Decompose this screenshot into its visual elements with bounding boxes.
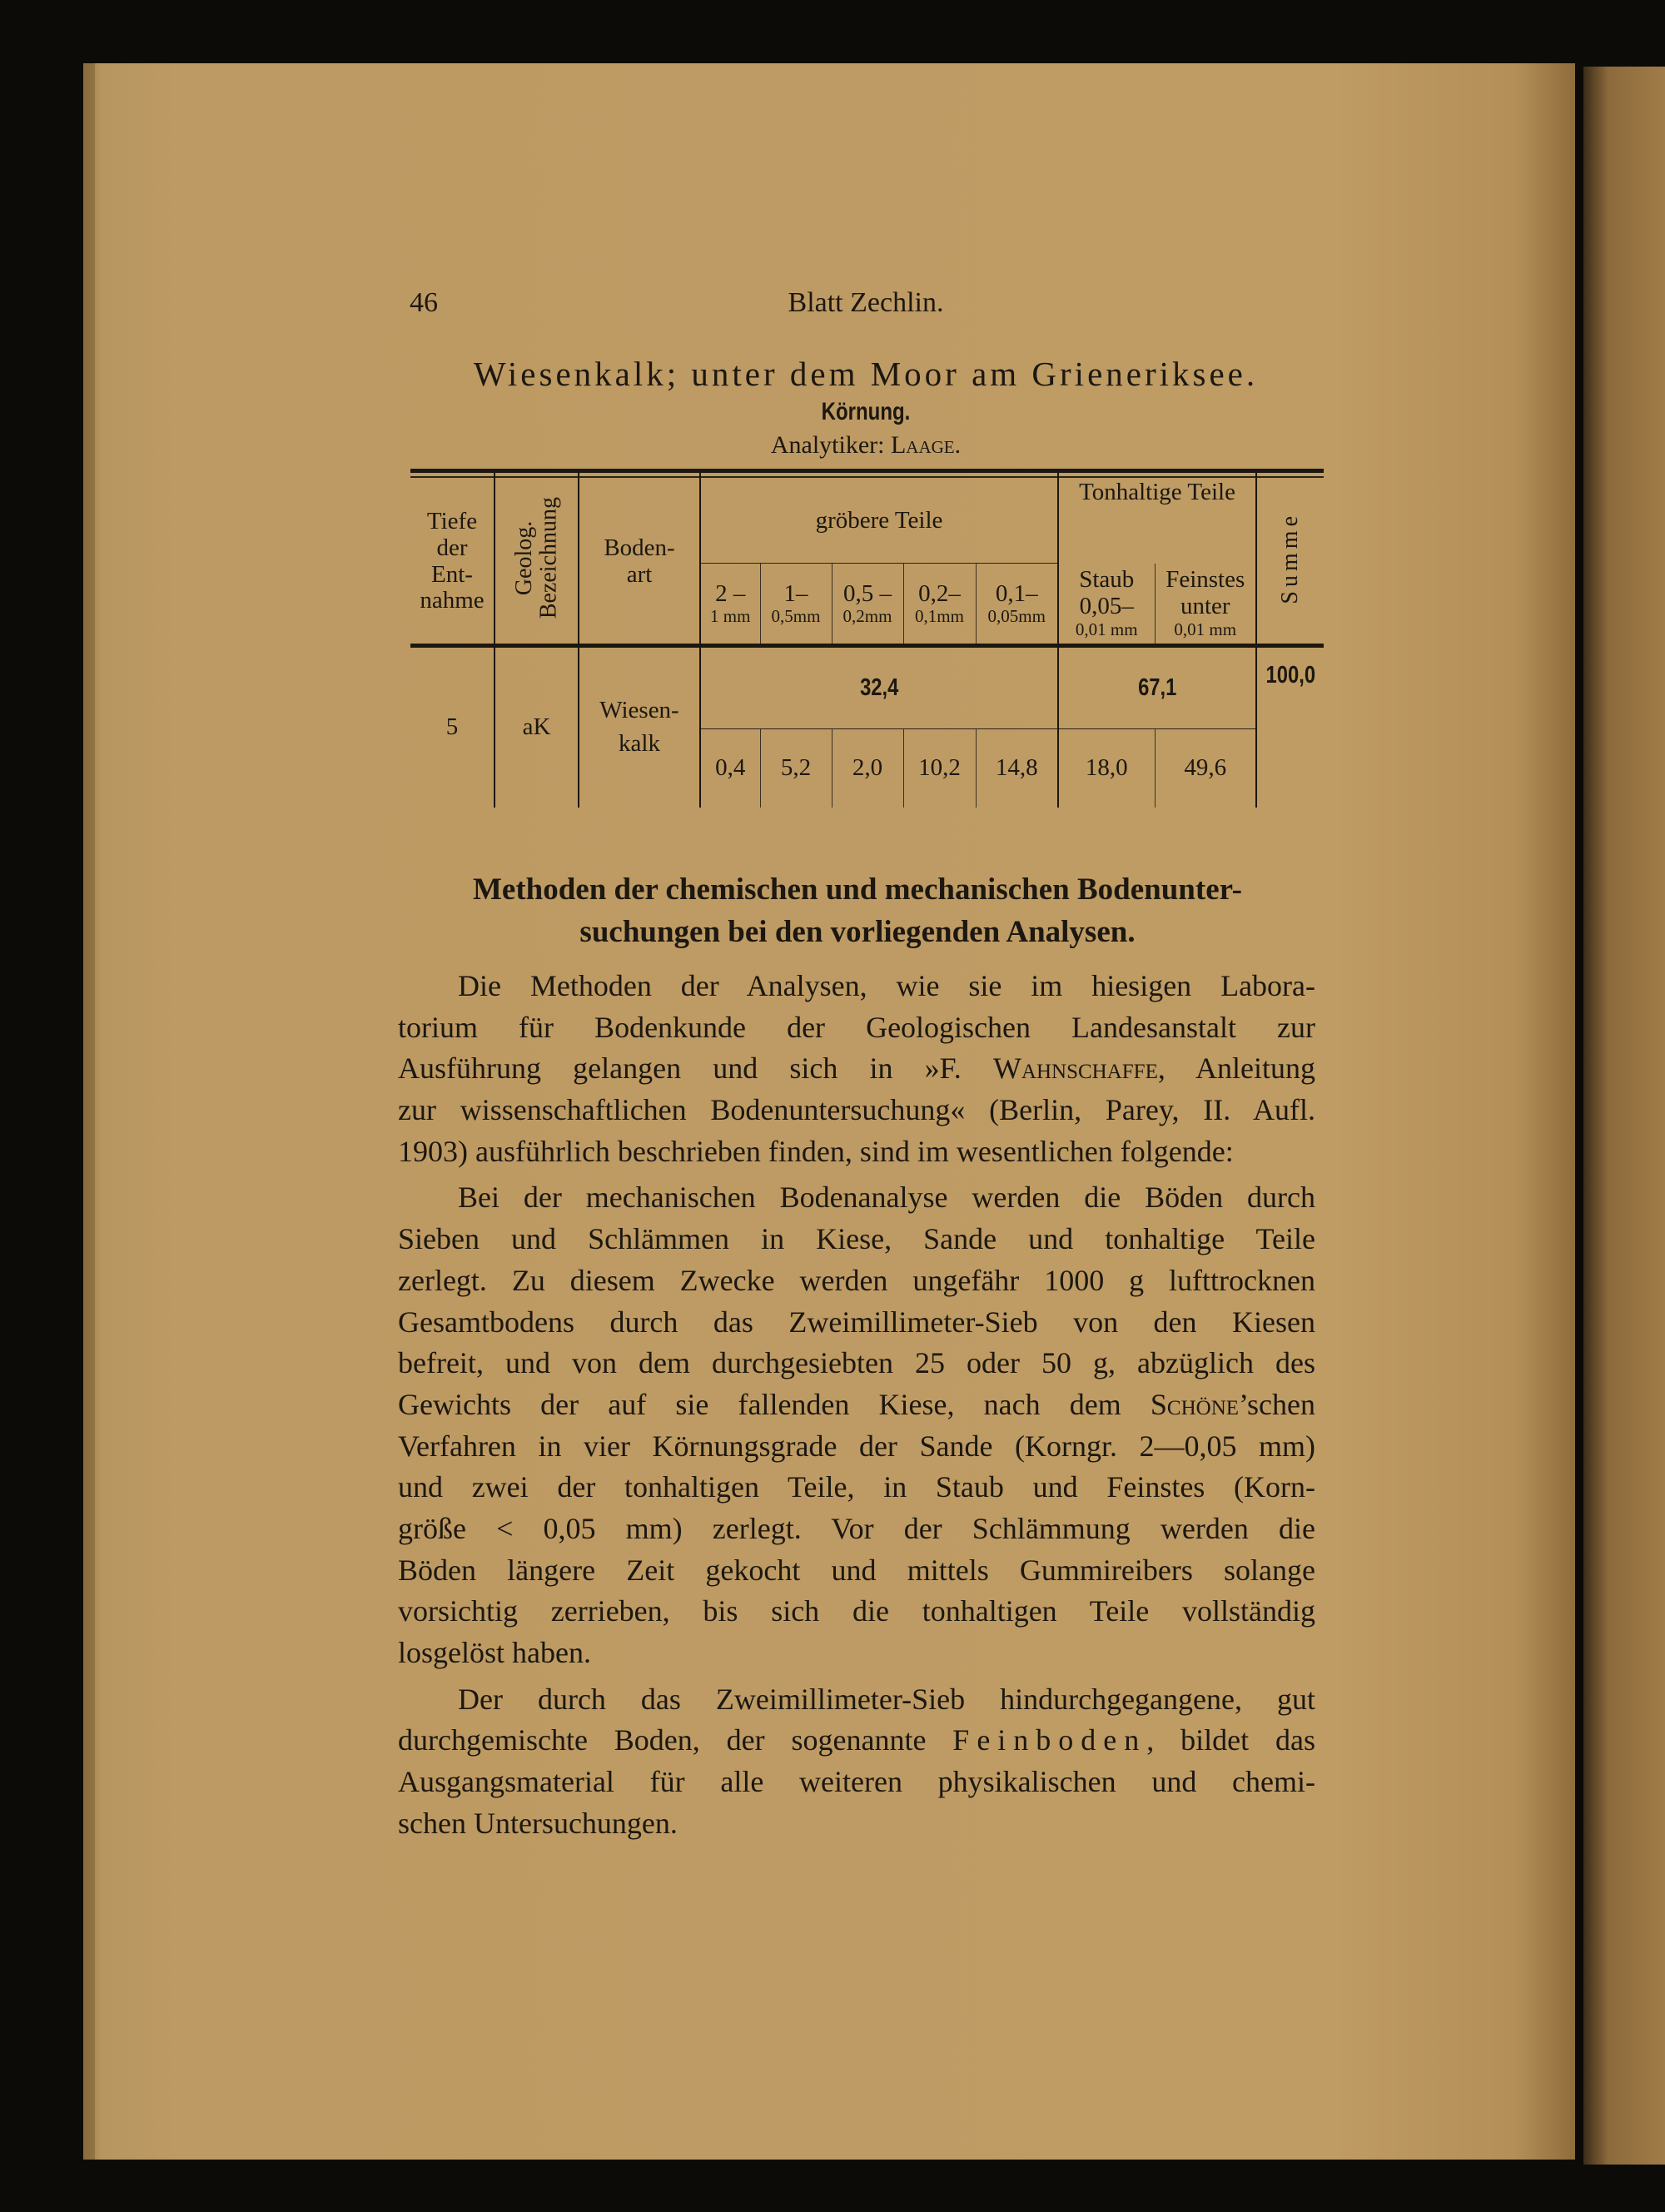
cell-text: 32,4 bbox=[859, 674, 899, 701]
cell-coarse-value: 0,4 bbox=[700, 729, 760, 808]
header-text: Boden- bbox=[604, 534, 675, 561]
table-row bbox=[410, 646, 1324, 729]
text-segment: torium für Bodenkunde der Geologischen Landesanstalt zur bbox=[398, 1010, 1315, 1044]
running-title: Blatt Zechlin. bbox=[788, 287, 944, 318]
header-text: 0,5mm bbox=[771, 606, 821, 627]
text-segment: schen Untersuchungen. bbox=[398, 1806, 678, 1840]
text-line bbox=[398, 1007, 1315, 1049]
section-subtitle: Körnung. bbox=[821, 398, 911, 425]
cell-text: 100,0 bbox=[1265, 662, 1315, 688]
cell-sum bbox=[1256, 646, 1324, 808]
cell-depth: 5 bbox=[410, 646, 495, 808]
text-segment: größe < 0,05 mm) zerlegt. Vor der Schlämmung werden die bbox=[398, 1511, 1315, 1545]
header-text: Tiefe bbox=[426, 507, 478, 534]
header-coarse-col bbox=[760, 564, 832, 646]
analyst-label: Analytiker: bbox=[770, 431, 891, 459]
cell-soil-type bbox=[579, 646, 700, 808]
text-segment: Gewichts der auf sie fallenden Kiese, nach dem bbox=[398, 1387, 1151, 1421]
header-text: Ent- bbox=[431, 560, 473, 588]
text-line bbox=[398, 1467, 1315, 1509]
cell-geolog: aK bbox=[495, 646, 579, 808]
header-clay-col bbox=[1058, 564, 1155, 646]
cell-clay-value: 49,6 bbox=[1155, 729, 1256, 808]
text-line bbox=[398, 1509, 1315, 1550]
text-segment: , Anleitung bbox=[1157, 1051, 1316, 1086]
text-line bbox=[398, 1048, 1315, 1090]
cell-clay-total bbox=[1058, 646, 1256, 729]
text-segment: befreit, und von dem durchgesiebten 25 oder 50 g, abzüglich des bbox=[398, 1346, 1315, 1380]
text-line bbox=[398, 1131, 1315, 1173]
text-segment: ’schen bbox=[1239, 1387, 1315, 1421]
header-text: art bbox=[626, 560, 653, 588]
cell-coarse-value: 10,2 bbox=[903, 729, 976, 808]
cell-coarse-value: 14,8 bbox=[976, 729, 1058, 808]
text-segment: Ausgangsmaterial für alle weiteren physikalischen und chemi- bbox=[398, 1765, 1315, 1799]
text-line bbox=[398, 1260, 1315, 1302]
header-text: 0,05– bbox=[1079, 593, 1134, 620]
text-segment: 1903) ausführlich beschrieben finden, sind im wesentlichen folgende: bbox=[398, 1134, 1234, 1168]
cell-text: kalk bbox=[619, 730, 660, 757]
text-line bbox=[398, 1302, 1315, 1344]
header-text: Feinstes bbox=[1166, 566, 1245, 594]
text-segment: Gesamtbodens durch das Zweimillimeter-Sieb von den Kiesen bbox=[398, 1305, 1315, 1339]
header-soil-type bbox=[579, 471, 700, 646]
header-text: 2 – bbox=[715, 579, 746, 607]
small-caps-name: Schöne bbox=[1150, 1387, 1240, 1421]
header-depth bbox=[410, 471, 495, 646]
paragraph bbox=[398, 966, 1315, 1172]
header-clay-group: Tonhaltige Teile bbox=[1058, 471, 1256, 564]
text-segment: Böden längere Zeit gekocht und mittels Gummireibers solange bbox=[398, 1553, 1315, 1587]
text-line bbox=[398, 1090, 1315, 1131]
header-coarse-col bbox=[832, 564, 903, 646]
header-text: Staub bbox=[1079, 566, 1135, 594]
spaced-term: Feinboden bbox=[952, 1723, 1147, 1757]
page-edge bbox=[83, 63, 95, 2160]
text-segment: , bildet das bbox=[1146, 1723, 1315, 1757]
header-text: 0,01 mm bbox=[1075, 619, 1138, 640]
header-text: Summe bbox=[1277, 512, 1304, 604]
header-text: 0,5 – bbox=[843, 579, 892, 607]
header-geolog-text bbox=[512, 497, 561, 619]
cell-coarse-total bbox=[700, 646, 1058, 729]
heading-line: Methoden der chemischen und mechanischen Bodenunter- bbox=[472, 872, 1242, 907]
header-text: unter bbox=[1180, 593, 1230, 620]
table-header-row bbox=[410, 471, 1324, 564]
text-line bbox=[398, 1720, 1315, 1762]
text-line bbox=[398, 966, 1315, 1007]
text-segment: durchgemischte Boden, der sogenannte bbox=[398, 1723, 953, 1757]
text-line bbox=[398, 1550, 1315, 1592]
small-caps-name: Wahnschaffe bbox=[992, 1051, 1158, 1086]
header-text: 0,2mm bbox=[842, 606, 892, 627]
header-text: nahme bbox=[420, 587, 485, 614]
text-line bbox=[398, 1384, 1315, 1426]
analyst-name: Laage. bbox=[890, 431, 962, 459]
text-line bbox=[398, 1762, 1315, 1803]
text-line bbox=[398, 1679, 1315, 1721]
header-text: 1 mm bbox=[710, 606, 751, 627]
text-line bbox=[398, 1803, 1315, 1845]
section-title: Wiesenkalk; unter dem Moor am Grieneriksee. bbox=[473, 355, 1259, 393]
text-line bbox=[398, 1219, 1315, 1260]
header-text: 0,1mm bbox=[915, 606, 964, 627]
text-segment: vorsichtig zerrieben, bis sich die tonhaltigen Teile vollständig bbox=[398, 1594, 1315, 1628]
text-segment: Bei der mechanischen Bodenanalyse werden die Böden durch bbox=[458, 1181, 1315, 1215]
paragraph bbox=[398, 1679, 1315, 1845]
body-text bbox=[398, 966, 1315, 1849]
header-sum bbox=[1256, 471, 1324, 646]
header-coarse-col bbox=[976, 564, 1058, 646]
text-segment: Verfahren in vier Körnungsgrade der Sande (Korngr. 2—0,05 mm) bbox=[398, 1429, 1315, 1463]
text-line bbox=[398, 1591, 1315, 1633]
cell-coarse-value: 2,0 bbox=[832, 729, 903, 808]
header-clay-col bbox=[1155, 564, 1256, 646]
text-segment: zerlegt. Zu diesem Zwecke werden ungefähr 1000 g lufttrocknen bbox=[398, 1263, 1315, 1297]
section-heading bbox=[391, 868, 1324, 953]
page-number: 46 bbox=[410, 287, 438, 318]
text-segment: Sieben und Schlämmen in Kiese, Sande und tonhaltige Teile bbox=[398, 1222, 1315, 1256]
text-segment: zur wissenschaftlichen Bodenuntersuchung« (Berlin, Parey, II. Aufl. bbox=[398, 1093, 1315, 1127]
grain-size-table bbox=[410, 471, 1324, 808]
text-segment: Die Methoden der Analysen, wie sie im hiesigen Labora- bbox=[458, 969, 1315, 1002]
text-line bbox=[398, 1426, 1315, 1468]
text-segment: Der durch das Zweimillimeter-Sieb hindurchgegangene, gut bbox=[458, 1682, 1315, 1716]
header-text: 0,1– bbox=[995, 579, 1038, 607]
adjacent-page-edge bbox=[1583, 67, 1665, 2165]
cell-text: Wiesen- bbox=[599, 697, 679, 724]
text-segment: und zwei der tonhaltigen Teile, in Staub und Feinstes (Korn- bbox=[398, 1470, 1315, 1504]
header-text: der bbox=[436, 534, 468, 561]
header-text: Bezeichnung bbox=[535, 497, 562, 619]
text-segment: losgelöst haben. bbox=[398, 1636, 591, 1669]
header-coarse-group: gröbere Teile bbox=[700, 471, 1058, 564]
cell-coarse-value: 5,2 bbox=[760, 729, 832, 808]
header-geolog bbox=[495, 471, 579, 646]
header-text: 1– bbox=[783, 579, 808, 607]
header-text: 0,05mm bbox=[987, 606, 1046, 627]
heading-line: suchungen bei den vorliegenden Analysen. bbox=[579, 915, 1136, 949]
analyst-line bbox=[466, 431, 1265, 460]
cell-clay-value: 18,0 bbox=[1058, 729, 1155, 808]
text-line bbox=[398, 1633, 1315, 1674]
text-line bbox=[398, 1343, 1315, 1384]
paragraph bbox=[398, 1177, 1315, 1673]
text-line bbox=[398, 1177, 1315, 1219]
header-coarse-col bbox=[700, 564, 760, 646]
header-coarse-col bbox=[903, 564, 976, 646]
cell-text: 67,1 bbox=[1137, 674, 1177, 701]
text-segment: Ausführung gelangen und sich in »F. bbox=[398, 1051, 993, 1086]
header-text: 0,01 mm bbox=[1174, 619, 1237, 640]
header-text: Geolog. bbox=[511, 520, 538, 596]
header-text: 0,2– bbox=[918, 579, 961, 607]
